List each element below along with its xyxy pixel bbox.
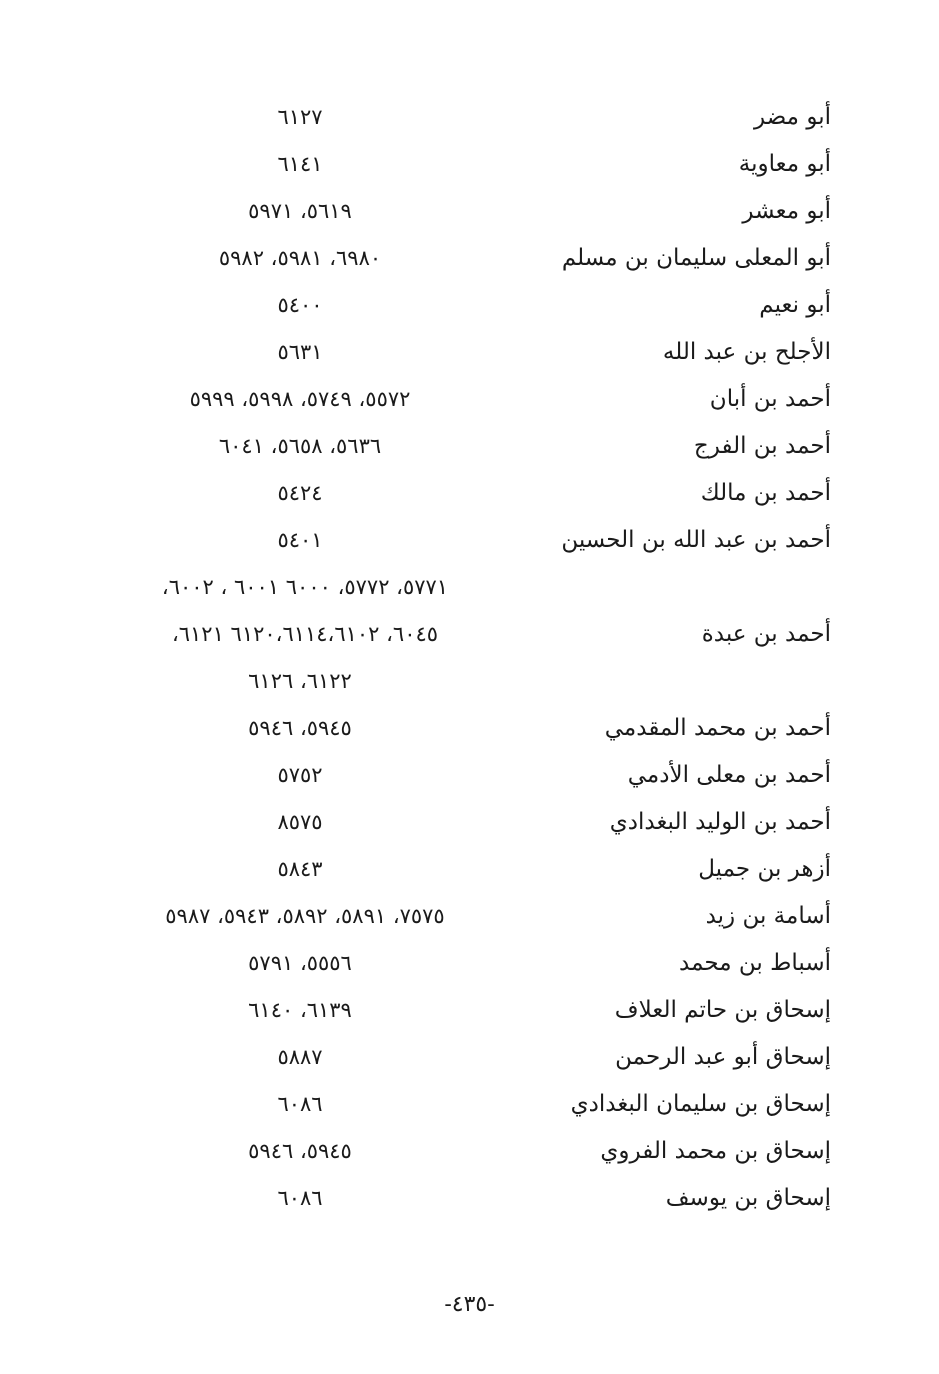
index-entry xyxy=(0,846,939,893)
entry-references: ٦٠٨٦ xyxy=(277,1186,323,1210)
index-entry xyxy=(0,752,939,799)
entry-name: أبو نعيم xyxy=(759,292,831,318)
index-entries xyxy=(0,94,939,1222)
index-entry xyxy=(0,893,939,940)
entry-references: ٦١٢٧ xyxy=(277,105,323,129)
entry-name: أحمد بن عبد الله بن الحسين xyxy=(561,527,831,553)
index-entry xyxy=(0,423,939,470)
entry-references: ٥٧٥٢ xyxy=(277,763,323,787)
entry-name: إسحاق أبو عبد الرحمن xyxy=(615,1044,831,1070)
entry-references: ٥٩٤٥، ٥٩٤٦ xyxy=(248,1139,352,1163)
entry-name: أبو معاوية xyxy=(738,151,831,177)
entry-name: إسحاق بن سليمان البغدادي xyxy=(570,1091,831,1117)
entry-references: ٥٥٥٦، ٥٧٩١ xyxy=(248,951,352,975)
entry-name: إسحاق بن حاتم العلاف xyxy=(614,997,831,1023)
page-number: -٤٣٥- xyxy=(444,1292,495,1317)
entry-references: ٥٦١٩، ٥٩٧١ xyxy=(248,199,352,223)
entry-references: ٥٥٧٢، ٥٧٤٩، ٥٩٩٨، ٥٩٩٩ xyxy=(189,387,411,411)
index-entry xyxy=(0,235,939,282)
entry-references: ٥٦٣١ xyxy=(277,340,323,364)
entry-name: أحمد بن عبدة xyxy=(701,621,831,647)
index-entry xyxy=(0,987,939,1034)
entry-name: أزهر بن جميل xyxy=(698,856,831,882)
index-entry xyxy=(0,329,939,376)
index-entry-continuation xyxy=(0,564,939,611)
entry-references: ٦٠٤٥، ٦١٢٠،٦١١٤،٦١٠٢ ٦١٢١، xyxy=(171,622,439,646)
entry-name: أبو معشر xyxy=(742,198,831,224)
entry-references: ٥٨٤٣ xyxy=(277,857,323,881)
entry-name: أبو المعلى سليمان بن مسلم xyxy=(561,245,831,271)
entry-name: أسامة بن زيد xyxy=(705,903,831,929)
index-entry-continuation xyxy=(0,658,939,705)
index-entry xyxy=(0,141,939,188)
index-entry xyxy=(0,94,939,141)
entry-references: ٦٩٨٠، ٥٩٨١، ٥٩٨٢ xyxy=(218,246,382,270)
entry-name: أبو مضر xyxy=(754,104,831,130)
entry-references: ٥٤٠٠ xyxy=(277,293,323,317)
entry-name: إسحاق بن محمد الفروي xyxy=(600,1138,831,1164)
index-entry xyxy=(0,940,939,987)
index-entry xyxy=(0,517,939,564)
index-entry xyxy=(0,282,939,329)
entry-references: ٦١٤١ xyxy=(277,152,323,176)
index-entry xyxy=(0,376,939,423)
entry-name: أحمد بن معلى الأدمي xyxy=(627,762,831,788)
index-entry xyxy=(0,1081,939,1128)
entry-name: أحمد بن الفرج xyxy=(693,433,831,459)
entry-references: ٥٤٢٤ xyxy=(277,481,323,505)
entry-references: ٦٠٨٦ xyxy=(277,1092,323,1116)
index-entry xyxy=(0,799,939,846)
index-entry xyxy=(0,1034,939,1081)
entry-name: أحمد بن الوليد البغدادي xyxy=(609,809,831,835)
entry-name: أسباط بن محمد xyxy=(679,950,831,976)
entry-name: أحمد بن مالك xyxy=(700,480,831,506)
entry-references: ٨٥٧٥ xyxy=(277,810,323,834)
entry-references: ٦١٢٢، ٦١٢٦ xyxy=(248,669,352,693)
index-entry xyxy=(0,470,939,517)
entry-name: إسحاق بن يوسف xyxy=(665,1185,831,1211)
entry-references: ٥٤٠١ xyxy=(277,528,323,552)
index-entry xyxy=(0,611,939,658)
entry-references: ٦١٣٩، ٦١٤٠ xyxy=(248,998,352,1022)
index-entry xyxy=(0,705,939,752)
entry-name: أحمد بن محمد المقدمي xyxy=(604,715,831,741)
entry-references: ٥٨٨٧ xyxy=(277,1045,323,1069)
index-entry xyxy=(0,1175,939,1222)
entry-references: ٥٩٤٥، ٥٩٤٦ xyxy=(248,716,352,740)
entry-references: ٧٥٧٥، ٥٨٩١، ٥٨٩٢، ٥٩٤٣، ٥٩٨٧ xyxy=(165,904,445,928)
index-entry xyxy=(0,1128,939,1175)
entry-references: ٥٧٧١، ٥٧٧٢، ٦٠٠٠ ٦٠٠١ ، ٦٠٠٢، xyxy=(161,575,449,599)
entry-references: ٥٦٣٦، ٥٦٥٨، ٦٠٤١ xyxy=(218,434,382,458)
entry-name: الأجلح بن عبد الله xyxy=(662,339,831,365)
entry-name: أحمد بن أبان xyxy=(709,386,831,412)
index-entry xyxy=(0,188,939,235)
